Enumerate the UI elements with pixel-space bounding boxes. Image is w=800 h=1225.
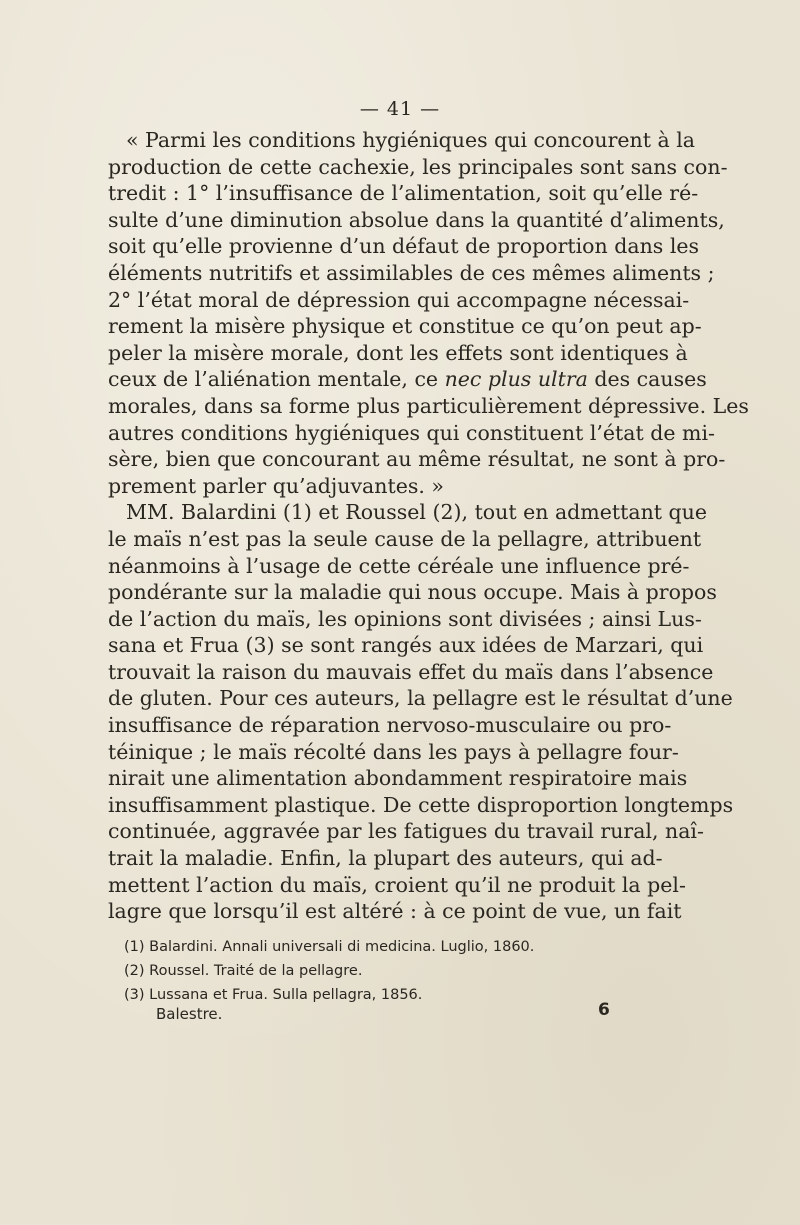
text-line: sère, bien que concourant au même résultat, ne sont à pro- bbox=[108, 447, 726, 472]
text-line: éléments nutritifs et assimilables de ces mêmes aliments ; bbox=[108, 260, 715, 285]
text-line: mettent l’action du maïs, croient qu’il ne produit la pel- bbox=[108, 872, 686, 897]
text-line: nirait une alimentation abondamment respiratoire mais bbox=[108, 766, 688, 791]
text-segment: ceux de l’aliénation mentale, ce bbox=[108, 367, 445, 392]
signature-mark: Balestre. bbox=[156, 1005, 223, 1023]
text-line: peler la misère morale, dont les effets sont identiques à bbox=[108, 340, 688, 365]
text-segment: des causes bbox=[587, 367, 707, 392]
text-line-with-italic bbox=[108, 366, 707, 393]
text-line: pondérante sur la maladie qui nous occupe. Mais à propos bbox=[108, 580, 717, 605]
text-line: trouvait la raison du mauvais effet du maïs dans l’absence bbox=[108, 659, 714, 684]
text-line: de l’action du maïs, les opinions sont divisées ; ainsi Lus- bbox=[108, 606, 702, 631]
text-line: « Parmi les conditions hygiéniques qui concourent à la bbox=[126, 128, 695, 152]
text-line: MM. Balardini (1) et Roussel (2), tout en admettant que bbox=[126, 500, 707, 525]
text-line: sana et Frua (3) se sont rangés aux idées de Marzari, qui bbox=[108, 633, 704, 658]
text-line: le maïs n’est pas la seule cause de la pellagre, attribuent bbox=[108, 526, 702, 551]
text-line: insuffisance de réparation nervoso-musculaire ou pro- bbox=[108, 713, 672, 738]
text-line: tredit : 1° l’insuffisance de l’alimentation, soit qu’elle ré- bbox=[108, 181, 699, 206]
text-line: prement parler qu’adjuvantes. » bbox=[108, 473, 444, 498]
text-line: trait la maladie. Enfin, la plupart des auteurs, qui ad- bbox=[108, 846, 663, 871]
text-line: morales, dans sa forme plus particulièrement dépressive. Les bbox=[108, 393, 749, 418]
text-line: néanmoins à l’usage de cette céréale une influence pré- bbox=[108, 553, 690, 578]
text-line: 2° l’état moral de dépression qui accompagne nécessai- bbox=[108, 287, 690, 312]
text-line: insuffisamment plastique. De cette disproportion longtemps bbox=[108, 792, 734, 817]
italic-phrase: nec plus ultra bbox=[444, 367, 588, 392]
footnote: (1) Balardini. Annali universali di medicina. Luglio, 1860. bbox=[124, 939, 535, 955]
body-text bbox=[108, 127, 749, 925]
text-line: production de cette cachexie, les principales sont sans con- bbox=[108, 154, 728, 179]
text-line: continuée, aggravée par les fatigues du travail rural, naî- bbox=[108, 819, 704, 844]
text-line: autres conditions hygiéniques qui constituent l’état de mi- bbox=[108, 420, 715, 445]
text-line: sulte d’une diminution absolue dans la quantité d’aliments, bbox=[108, 207, 725, 232]
footnote: (2) Roussel. Traité de la pellagre. bbox=[124, 963, 363, 979]
footnote: (3) Lussana et Frua. Sulla pellagra, 1856. bbox=[124, 987, 423, 1003]
page-number: — 41 — bbox=[359, 98, 441, 120]
text-line: de gluten. Pour ces auteurs, la pellagre est le résultat d’une bbox=[108, 686, 733, 711]
signature-number: 6 bbox=[598, 1000, 610, 1020]
text-line: rement la misère physique et constitue ce qu’on peut ap- bbox=[108, 314, 702, 339]
footnotes bbox=[124, 935, 644, 1007]
text-line: soit qu’elle provienne d’un défaut de proportion dans les bbox=[108, 234, 700, 259]
text-line: téinique ; le maïs récolté dans les pays à pellagre four- bbox=[108, 739, 679, 764]
text-line: lagre que lorsqu’il est altéré : à ce point de vue, un fait bbox=[108, 899, 682, 924]
